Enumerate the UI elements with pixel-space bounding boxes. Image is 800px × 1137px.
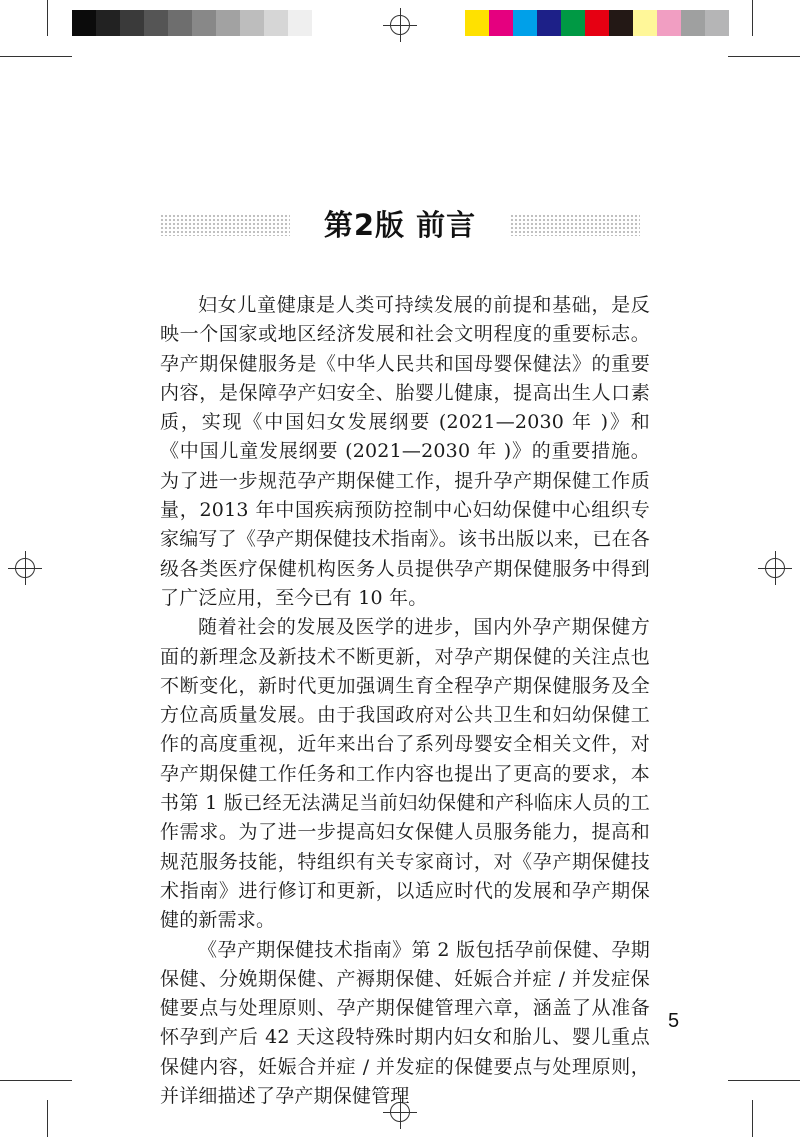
color-swatch <box>465 10 489 36</box>
body-text <box>160 291 650 1111</box>
color-swatch <box>585 10 609 36</box>
crop-mark <box>728 1080 800 1081</box>
paragraph: 妇女儿童健康是人类可持续发展的前提和基础，是反映一个国家或地区经济发展和社会文明程度的重要标志。孕产期保健服务是《中华人民共和国母婴保健法》的重要内容，是保障孕产妇安全、胎婴儿健康，提高出生人口素质，实现《中国妇女发展纲要 (2021—2030 年 )》和《中国儿童发展纲要 (2021—2030 年 )》的重要措施。为了进一步规范孕产期保健工作，提升孕产期保健工作质量，2013 年中国疾病预防控制中心妇幼保健中心组织专家编写了《孕产期保健技术指南》。该书出版以来，已在各级各类医疗保健机构医务人员提供孕产期保健服务中得到了广泛应用，至今已有 10 年。 <box>160 294 650 609</box>
registration-mark-icon <box>8 551 42 585</box>
gray-scale-bar <box>72 10 312 36</box>
color-swatch <box>513 10 537 36</box>
color-swatch <box>633 10 657 36</box>
color-swatch <box>609 10 633 36</box>
color-swatch <box>264 10 288 36</box>
crop-mark <box>728 56 800 57</box>
color-swatch <box>216 10 240 36</box>
color-calibration-bar <box>465 10 729 36</box>
color-swatch <box>288 10 312 36</box>
crop-mark <box>47 0 48 36</box>
registration-mark-icon <box>758 551 792 585</box>
color-swatch <box>168 10 192 36</box>
paragraph: 随着社会的发展及医学的进步，国内外孕产期保健方面的新理念及新技术不断更新，对孕产期保健的关注点也不断变化，新时代更加强调生育全程孕产期保健服务及全方位高质量发展。由于我国政府对公共卫生和妇幼保健工作的高度重视，近年来出台了系列母婴安全相关文件，对孕产期保健工作任务和工作内容也提出了更高的要求，本书第 1 版已经无法满足当前妇幼保健和产科临床人员的工作需求。为了进一步提高妇女保健人员服务能力，提高和规范服务技能，特组织有关专家商讨，对《孕产期保健技术指南》进行修订和更新，以适应时代的发展和孕产期保健的新需求。 <box>160 616 650 932</box>
crop-mark <box>752 0 753 36</box>
crop-mark <box>0 56 72 57</box>
crop-mark <box>0 1080 72 1081</box>
color-swatch <box>192 10 216 36</box>
page-title: 第2版 前言 <box>323 208 477 242</box>
title-block <box>160 205 640 245</box>
registration-mark-icon <box>383 8 417 42</box>
color-swatch <box>72 10 96 36</box>
crop-mark <box>47 1100 48 1137</box>
color-swatch <box>489 10 513 36</box>
crop-mark <box>752 1100 753 1137</box>
color-swatch <box>240 10 264 36</box>
color-swatch <box>144 10 168 36</box>
color-swatch <box>657 10 681 36</box>
color-swatch <box>705 10 729 36</box>
page-number: 5 <box>668 1010 680 1032</box>
color-swatch <box>120 10 144 36</box>
color-swatch <box>681 10 705 36</box>
color-swatch <box>96 10 120 36</box>
color-swatch <box>561 10 585 36</box>
color-swatch <box>537 10 561 36</box>
paragraph: 《孕产期保健技术指南》第 2 版包括孕前保健、孕期保健、分娩期保健、产褥期保健、妊娠合并症 / 并发症保健要点与处理原则、孕产期保健管理六章，涵盖了从准备怀孕到产后 42 天这段特殊时期内妇女和胎儿、婴儿重点保健内容，妊娠合并症 / 并发症的保健要点与处理原则，并详细描述了孕产期保健管理 <box>160 938 650 1108</box>
